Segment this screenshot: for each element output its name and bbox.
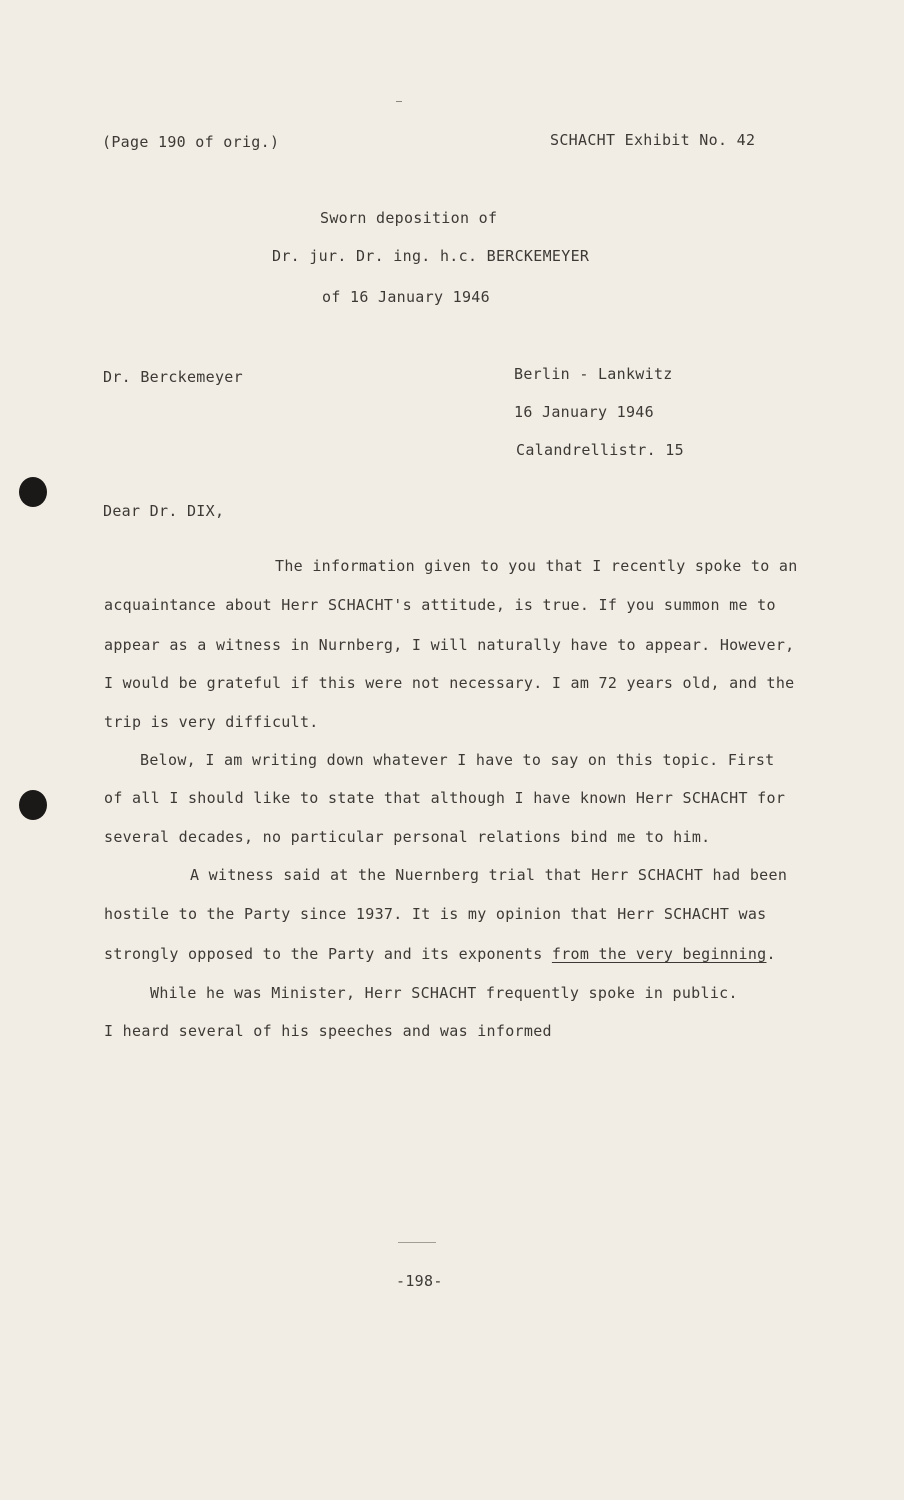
body-line: hostile to the Party since 1937. It is my opinion that Herr SCHACHT was [104, 905, 767, 923]
title-line-2: Dr. jur. Dr. ing. h.c. BERCKEMEYER [272, 247, 590, 265]
body-line: A witness said at the Nuernberg trial that Herr SCHACHT had been [190, 866, 788, 884]
body-line: While he was Minister, Herr SCHACHT frequently spoke in public. [150, 984, 738, 1002]
body-line: I would be grateful if this were not necessary. I am 72 years old, and the [104, 674, 795, 692]
body-line: several decades, no particular personal relations bind me to him. [104, 828, 711, 846]
underlined-phrase: from the very beginning [551, 945, 767, 963]
exhibit-number: SCHACHT Exhibit No. 42 [550, 131, 756, 149]
body-line: acquaintance about Herr SCHACHT's attitude, is true. If you summon me to [104, 596, 776, 614]
body-line: trip is very difficult. [104, 713, 319, 731]
sender-name: Dr. Berckemeyer [103, 368, 243, 386]
address-city: Berlin - Lankwitz [514, 365, 673, 383]
punch-hole-bottom [19, 790, 47, 820]
salutation: Dear Dr. DIX, [103, 502, 225, 520]
body-line: of all I should like to state that although I have known Herr SCHACHT for [104, 789, 786, 807]
address-street: Calandrellistr. 15 [516, 441, 684, 459]
body-line [104, 945, 776, 963]
body-line-text: strongly opposed to the Party and its exponents [104, 945, 552, 963]
punch-hole-top [19, 477, 47, 507]
page-reference: (Page 190 of orig.) [102, 133, 280, 151]
page-number: -198- [396, 1272, 443, 1290]
body-line-end: . [766, 945, 776, 963]
footer-mark [398, 1242, 436, 1243]
stray-mark [396, 101, 402, 102]
body-line: appear as a witness in Nurnberg, I will naturally have to appear. However, [104, 636, 795, 654]
body-line: I heard several of his speeches and was informed [104, 1022, 552, 1040]
body-line: Below, I am writing down whatever I have to say on this topic. First [140, 751, 775, 769]
body-line: The information given to you that I recently spoke to an [275, 557, 798, 575]
title-line-3: of 16 January 1946 [322, 288, 490, 306]
address-date: 16 January 1946 [514, 403, 654, 421]
title-line-1: Sworn deposition of [320, 209, 498, 227]
